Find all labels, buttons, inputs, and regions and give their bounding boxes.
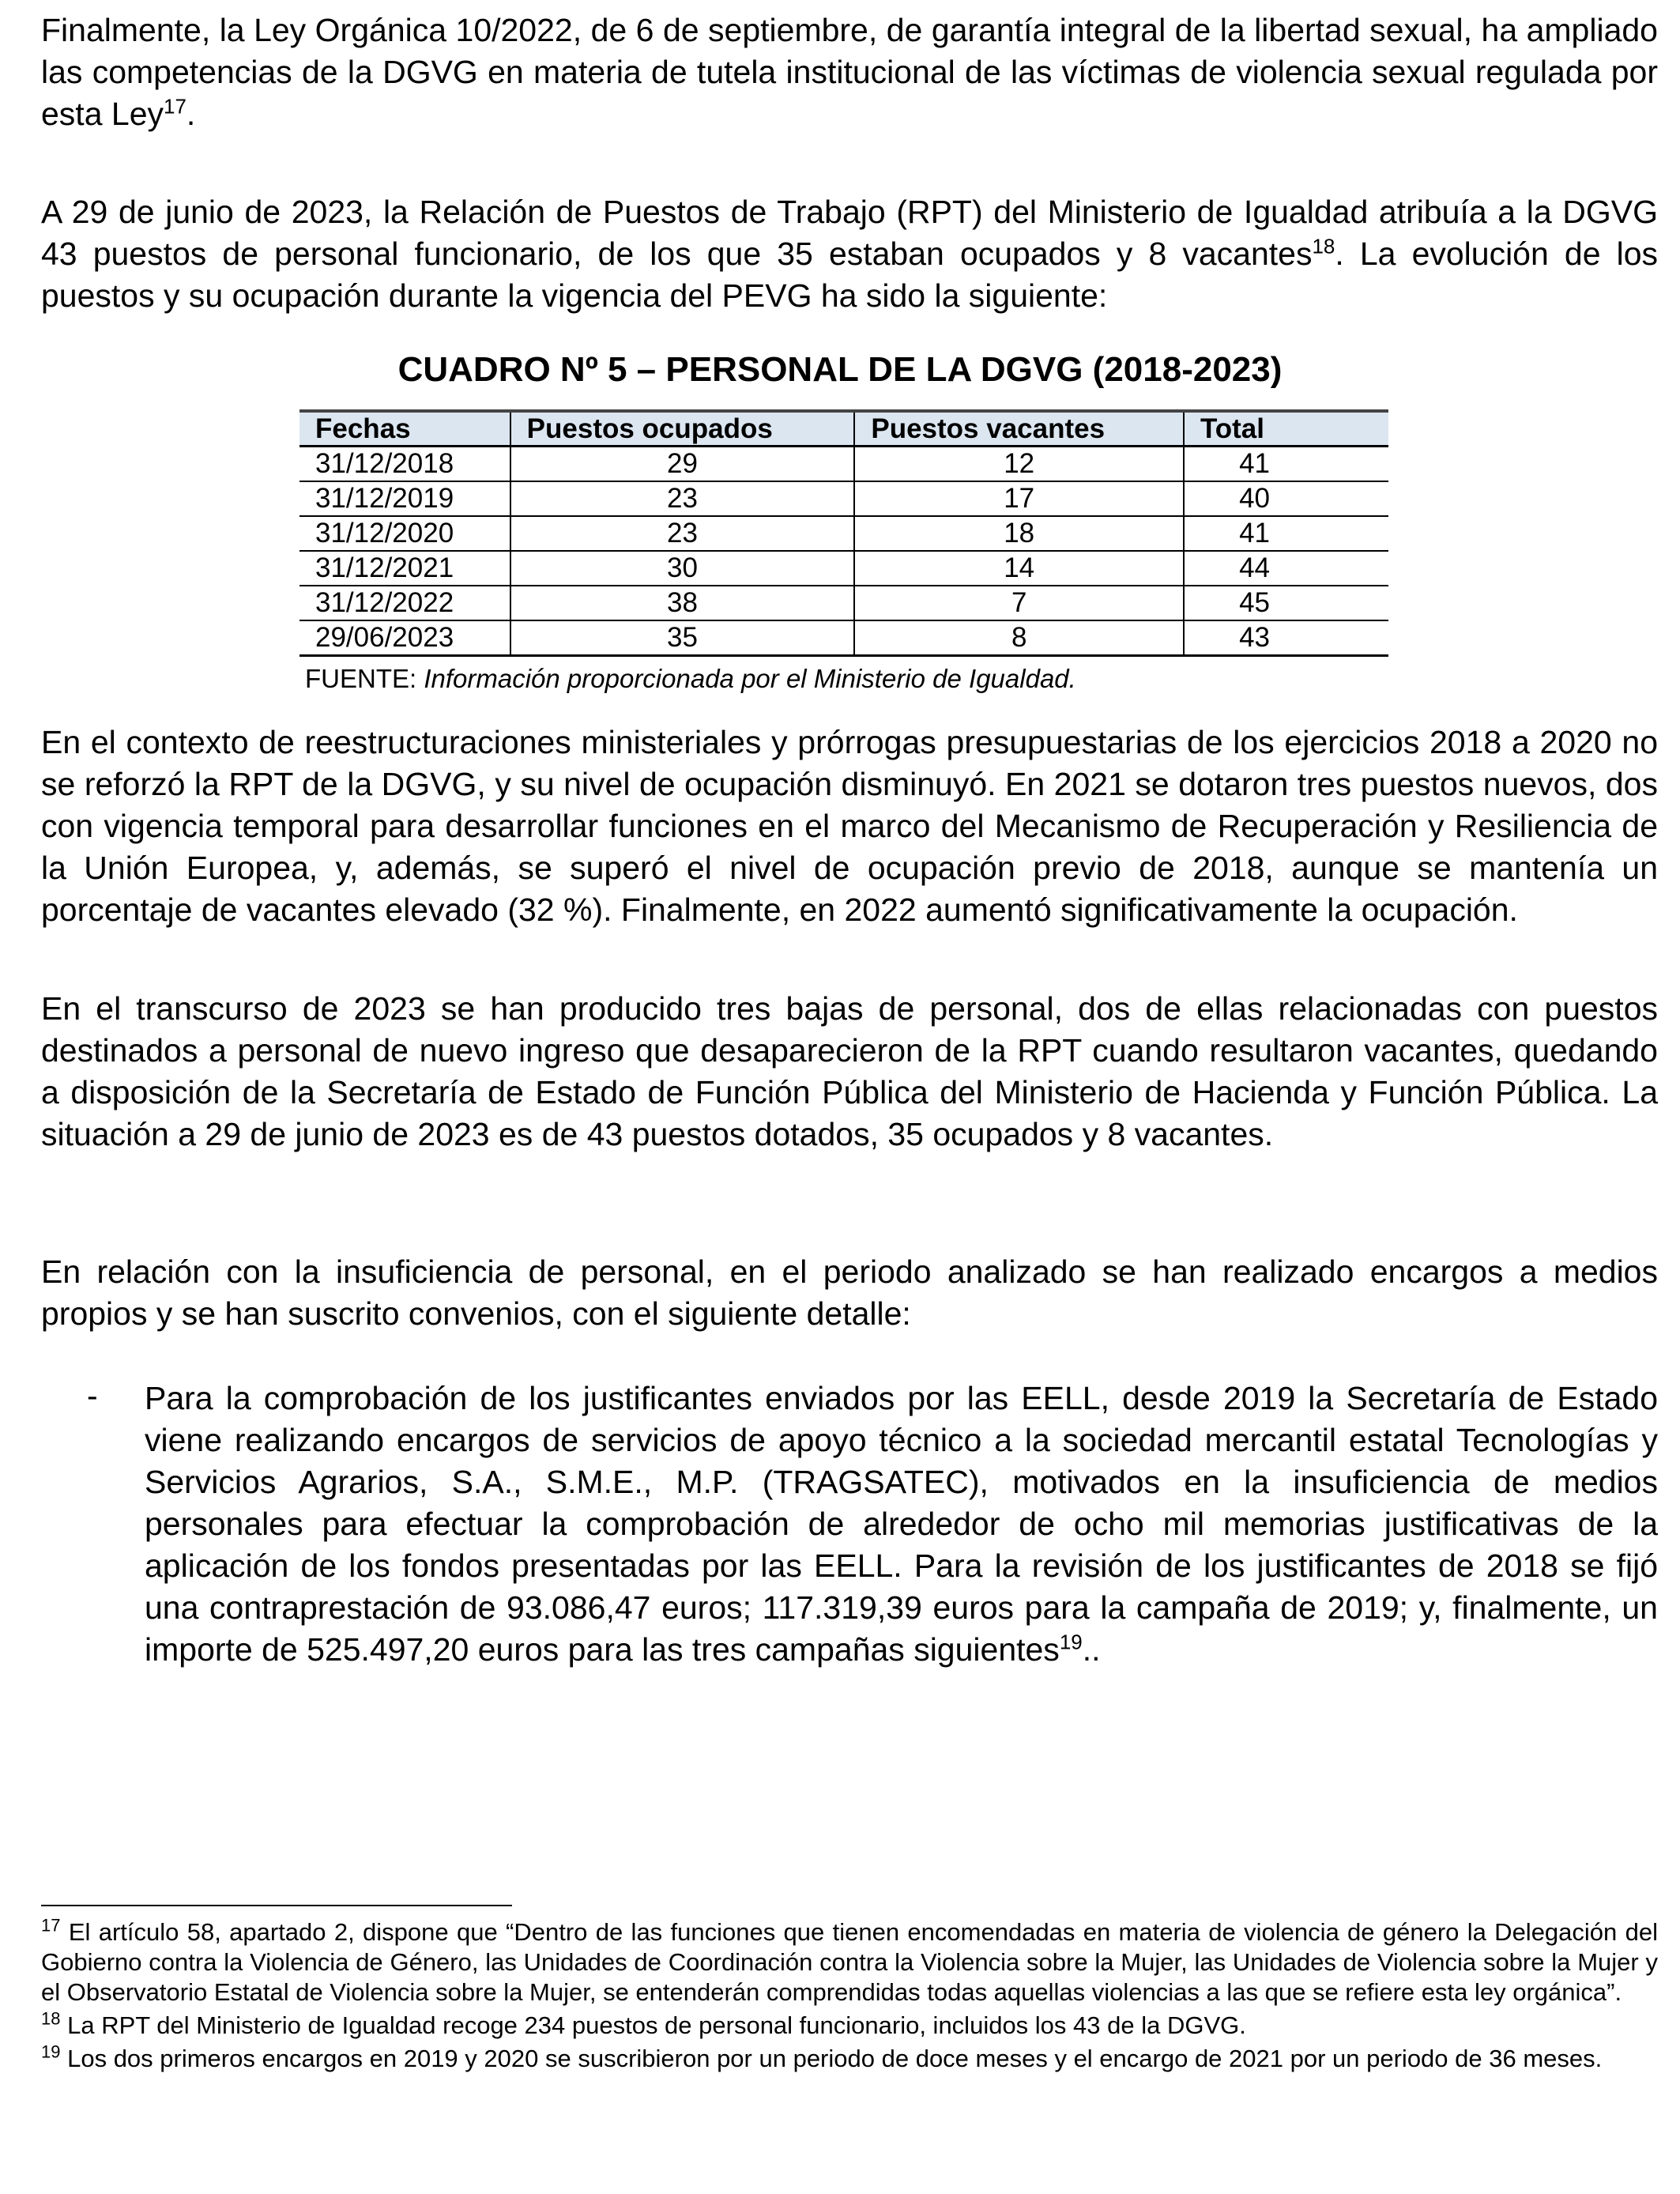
total-cell: 41 [1184, 447, 1388, 482]
paragraph-text: En el contexto de reestructuraciones ministeriales y prórrogas presupuestarias de los ejercicios 2018 a 2020 no se reforzó la RPT de la DGVG, y su nivel de ocupación disminuyó. En 2021 se dotaron tres puestos nuevos, dos con vigencia temporal para desarrollar funciones en el marco del Mecanismo de Recuperación y Resiliencia de la Unión Europea, y, además, se superó el nivel de ocupación previo de 2018, aunque se mantenía un porcentaje de vacantes elevado (32 %). Finalmente, en 2022 aumentó significativamente la ocupación. [41, 724, 1658, 928]
footnote-17 [41, 1917, 1658, 2007]
total-cell: 45 [1184, 586, 1388, 620]
footnote-18 [41, 2008, 1658, 2041]
paragraph-text: A 29 de junio de 2023, la Relación de Puestos de Trabajo (RPT) del Ministerio de Igualdad atribuía a la DGVG 43 puestos de personal funcionario, de los que 35 estaban ocupados y 8 vacantes [41, 194, 1658, 272]
vacantes-cell: 12 [854, 447, 1184, 482]
footnote-divider [41, 1905, 512, 1906]
date-cell: 31/12/2018 [299, 447, 510, 482]
column-header: Puestos vacantes [854, 411, 1184, 447]
table-source [305, 664, 1076, 694]
paragraph-ley-organica [41, 9, 1658, 135]
date-cell: 31/12/2021 [299, 551, 510, 586]
footnote-text: La RPT del Ministerio de Igualdad recoge 234 puestos de personal funcionario, incluidos los 43 de la DGVG. [60, 2011, 1246, 2039]
footnotes [41, 1917, 1658, 2077]
paragraph-contexto [41, 722, 1658, 931]
table-title: CUADRO Nº 5 – PERSONAL DE LA DGVG (2018-2023) [397, 350, 1283, 389]
table-row [299, 586, 1388, 620]
paragraph-text: . La evolución de los puestos y su ocupación durante la vigencia del PEVG ha sido la siguiente: [41, 236, 1658, 314]
vacantes-cell: 7 [854, 586, 1184, 620]
vacantes-cell: 17 [854, 481, 1184, 516]
paragraph-text: En el transcurso de 2023 se han producido tres bajas de personal, dos de ellas relacionadas con puestos destinados a personal de nuevo ingreso que desaparecieron de la RPT cuando resultaron vacantes, quedando a disposición de la Secretaría de Estado de Función Pública del Ministerio de Hacienda y Función Pública. La situación a 29 de junio de 2023 es de 43 puestos dotados, 35 ocupados y 8 vacantes. [41, 990, 1658, 1152]
total-cell: 43 [1184, 620, 1388, 656]
total-cell: 41 [1184, 516, 1388, 551]
table-row [299, 516, 1388, 551]
paragraph-transcurso [41, 988, 1658, 1155]
table-row [299, 447, 1388, 482]
paragraph-end: . [186, 96, 196, 132]
column-header: Total [1184, 411, 1388, 447]
vacantes-cell: 8 [854, 620, 1184, 656]
bullet-item [87, 1378, 1658, 1671]
footnote-ref-18[interactable]: 18 [1312, 234, 1335, 258]
column-header: Puestos ocupados [510, 411, 855, 447]
vacantes-cell: 18 [854, 516, 1184, 551]
personal-table [299, 409, 1388, 657]
date-cell: 31/12/2019 [299, 481, 510, 516]
vacantes-cell: 14 [854, 551, 1184, 586]
footnote-ref-17[interactable]: 17 [164, 94, 186, 119]
paragraph-text: Finalmente, la Ley Orgánica 10/2022, de 6 de septiembre, de garantía integral de la libertad sexual, ha ampliado las competencias de la DGVG en materia de tutela institucional de las víctimas de violencia sexual regulada por esta Ley [41, 12, 1658, 132]
total-cell: 44 [1184, 551, 1388, 586]
footnote-text: El artículo 58, apartado 2, dispone que “Dentro de las funciones que tienen encomendadas en materia de violencia de género la Delegación del Gobierno contra la Violencia de Género, las Unidades de Coordinación contra la Violencia sobre la Mujer, las Unidades de Violencia sobre la Mujer y el Observatorio Estatal de Violencia sobre la Mujer, se entenderán comprendidas todas aquellas violencias a las que se refiere esta ley orgánica”. [41, 1918, 1658, 2006]
footnote-text: Los dos primeros encargos en 2019 y 2020 se suscribieron por un periodo de doce meses y el encargo de 2021 por un periodo de 36 meses. [60, 2045, 1603, 2072]
ocupados-cell: 23 [510, 516, 855, 551]
date-cell: 31/12/2020 [299, 516, 510, 551]
table-row [299, 551, 1388, 586]
date-cell: 31/12/2022 [299, 586, 510, 620]
ocupados-cell: 30 [510, 551, 855, 586]
total-cell: 40 [1184, 481, 1388, 516]
table-header-row [299, 411, 1388, 447]
bullet-end: .. [1082, 1631, 1101, 1668]
source-label: FUENTE: [305, 664, 417, 693]
ocupados-cell: 23 [510, 481, 855, 516]
bullet-text: Para la comprobación de los justificantes enviados por las EELL, desde 2019 la Secretaría de Estado viene realizando encargos de servicios de apoyo técnico a la sociedad mercantil estatal Tecnologías y Servicios Agrarios, S.A., S.M.E., M.P. (TRAGSATEC), motivados en la insuficiencia de medios personales para efectuar la comprobación de alrededor de ocho mil memorias justificativas de la aplicación de los fondos presentadas por las EELL. Para la revisión de los justificantes de 2018 se fijó una contraprestación de 93.086,47 euros; 117.319,39 euros para la campaña de 2019; y, finalmente, un importe de 525.497,20 euros para las tres campañas siguientes [145, 1380, 1658, 1668]
source-text: Información proporcionada por el Ministerio de Igualdad. [416, 664, 1076, 693]
ocupados-cell: 35 [510, 620, 855, 656]
footnote-ref-19[interactable]: 19 [1059, 1630, 1083, 1654]
ocupados-cell: 38 [510, 586, 855, 620]
column-header: Fechas [299, 411, 510, 447]
date-cell: 29/06/2023 [299, 620, 510, 656]
table-row [299, 481, 1388, 516]
footnote-number: 18 [41, 2008, 61, 2029]
paragraph-text: En relación con la insuficiencia de personal, en el periodo analizado se han realizado encargos a medios propios y se han suscrito convenios, con el siguiente detalle: [41, 1253, 1658, 1332]
paragraph-insuficiencia [41, 1251, 1658, 1335]
bullet-dash: - [87, 1378, 98, 1414]
footnote-19 [41, 2041, 1658, 2074]
footnote-number: 19 [41, 2041, 61, 2062]
paragraph-rpt [41, 191, 1658, 317]
ocupados-cell: 29 [510, 447, 855, 482]
table-row [299, 620, 1388, 656]
footnote-number: 17 [41, 1915, 61, 1936]
